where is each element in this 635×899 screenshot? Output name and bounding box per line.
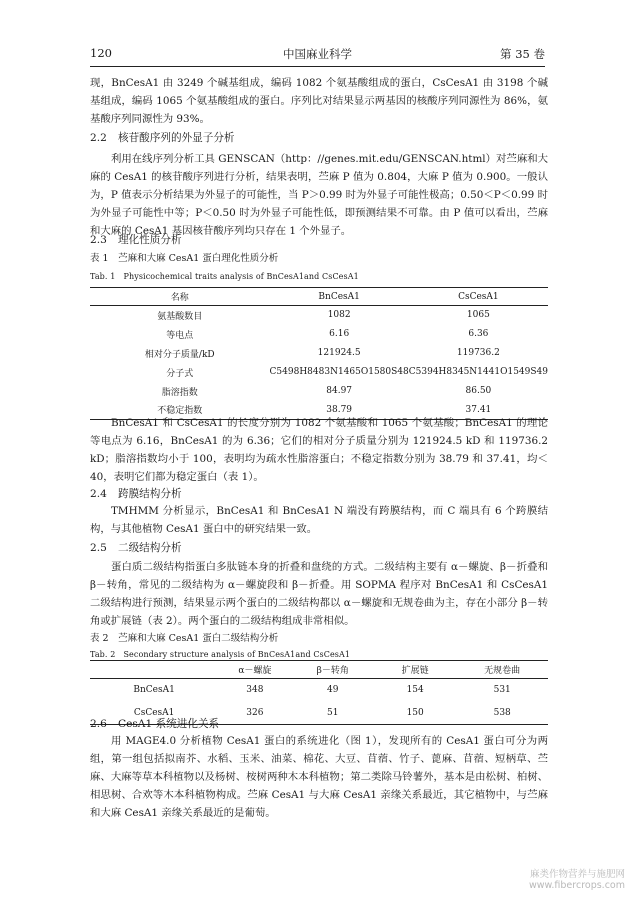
table-row <box>90 306 548 325</box>
section-2-6-heading <box>90 716 219 731</box>
header-cell: CsCesA1 <box>458 291 499 302</box>
table-header-row <box>90 288 548 306</box>
section-2-5-heading <box>90 540 182 555</box>
table-cell: 154 <box>406 685 424 696</box>
section-2-4-body <box>90 502 548 538</box>
section-number: 2.3 <box>90 234 107 246</box>
volume-label: 第 35 卷 <box>500 47 545 61</box>
table-cell: 51 <box>326 707 339 718</box>
running-header <box>90 46 545 66</box>
header-cell: 名称 <box>170 293 189 303</box>
section-number: 2.6 <box>90 718 107 730</box>
header-cell: α－螺旋 <box>238 666 272 676</box>
section-2-6-body <box>90 732 548 822</box>
section-title: 核苷酸序列的外显子分析 <box>118 132 235 144</box>
watermark-cn: 麻类作物营养与施肥网 <box>529 869 625 880</box>
row-label: BnCesA1 <box>133 685 175 696</box>
section-2-3-heading <box>90 232 182 247</box>
section-title: 跨膜结构分析 <box>118 488 182 500</box>
table-cell: C5394H8345N1441O1549S49 <box>408 367 548 377</box>
table-cell: 1065 <box>466 310 490 321</box>
section-title: CesA1 系统进化关系 <box>118 718 220 730</box>
table-cell: 84.97 <box>326 386 353 396</box>
intro-paragraph <box>90 74 548 128</box>
table1-discussion <box>90 414 548 486</box>
section-number: 2.2 <box>90 132 107 144</box>
table-row <box>90 325 548 344</box>
table-cell: 86.50 <box>465 386 492 396</box>
section-2-2-heading <box>90 130 235 145</box>
paragraph-text: 蛋白质二级结构指蛋白多肽链本身的折叠和盘绕的方式。二级结构主要有 α－螺旋、β－折叠和 β－转角，常见的二级结构为 α－螺旋段和 β－折叠。用 SOPMA 程序对 BnCesA1 和 CsCesA1 二级结构进行预测，结果显示两个蛋白的二级结构都以 α－螺旋和无规卷曲为主，存在小部分 β－转角或扩展链（表 2）。两个蛋白的二级结构组成非常相似。 <box>90 561 548 627</box>
intro-text: 现，BnCesA1 由 3249 个碱基组成，编码 1082 个氨基酸组成的蛋白，CsCesA1 由 3198 个碱基组成，编码 1065 个氨基酸组成的蛋白。序列比对结果显示两基因的核酸序列同源性为 86%，氨基酸序列同源性为 93%。 <box>90 77 548 125</box>
watermark-url: www.fibercrops.com <box>528 880 625 891</box>
table-row <box>90 382 548 401</box>
table-cell: 37.41 <box>465 404 492 415</box>
table-cell: 6.16 <box>329 329 350 339</box>
table-cell: 1082 <box>327 310 351 321</box>
header-cell: β－转角 <box>316 666 349 676</box>
section-number: 2.5 <box>90 542 107 554</box>
table1-caption-cn: 表 1 苎麻和大麻 CesA1 蛋白理化性质分析 <box>90 253 279 264</box>
journal-title: 中国麻业科学 <box>283 47 352 61</box>
header-cell: 扩展链 <box>401 666 429 676</box>
section-title: 理化性质分析 <box>118 234 182 246</box>
table-cell: C5498H8483N1465O1580S48 <box>269 367 409 377</box>
row-label: CsCesA1 <box>133 707 175 718</box>
paragraph-text: 利用在线序列分析工具 GENSCAN（http：//genes.mit.edu/GENSCAN.html）对苎麻和大麻的 CesA1 的核苷酸序列进行分析，结果表明，苎麻 P 值为 0.804，大麻 P 值为 0.900。一般认为，P 值表示分析结果为外显子的可能性，当 P＞0.99 时为外显子可能性极高；0.50＜P＜0.99 时为外显子可能性中等；P＜0.50 时为外显子可能性低，即预测结果不可靠。由 P 值可以看出，苎麻和大麻的 CesA1 基因核苷酸序列均只存在 1 个外显子。 <box>90 153 548 237</box>
table-1 <box>90 287 548 420</box>
row-label: 脂溶指数 <box>161 387 198 398</box>
paragraph-text: 用 MAGE4.0 分析植物 CesA1 蛋白的系统进化（图 1），发现所有的 CesA1 蛋白可分为两组，第一组包括拟南芥、水稻、玉米、油菜、棉花、大豆、苜蓿、竹子、蓖麻、苜蓿、短柄草、苎麻、大麻等草本科植物以及杨树、桉树两种木本科植物；第二类除马铃薯外，基本是由松树、柏树、相思树、合欢等木本科植物构成。苎麻 CesA1 与大麻 CesA1 亲缘关系最近，其它植物中，与苎麻和大麻 CesA1 亲缘关系最近的是葡萄。 <box>90 735 548 819</box>
header-cell: 无规卷曲 <box>484 666 521 676</box>
table-cell: 150 <box>406 707 424 718</box>
table-row <box>90 679 548 702</box>
table-cell: 119736.2 <box>456 348 500 358</box>
table-cell: 348 <box>246 685 264 696</box>
table-cell: 326 <box>246 707 264 718</box>
table-header-row <box>90 661 548 679</box>
table-row <box>90 344 548 363</box>
paragraph-text: BnCesA1 和 CsCesA1 的长度分别为 1082 个氨基酸和 1065 个氨基酸；BnCesA1 的理论等电点为 6.16，BnCesA1 的为 6.36；它们的相对分子质量分别为 121924.5 kD 和 119736.2 kD；脂溶指数均小于 100，表明均为疏水性脂溶蛋白；不稳定指数分别为 38.79 和 37.41，均＜40，表明它们都为稳定蛋白（表 1）。 <box>90 417 548 483</box>
table2-caption-en: Tab. 2 Secondary structure analysis of BnCesA1and CsCesA1 <box>90 650 351 659</box>
paragraph-text: TMHMM 分析显示，BnCesA1 和 BnCesA1 N 端没有跨膜结构，而 C 端具有 6 个跨膜结构，与其他植物 CesA1 蛋白中的研究结果一致。 <box>90 505 548 535</box>
header-cell <box>90 661 218 679</box>
table-cell: 121924.5 <box>317 348 361 358</box>
table-cell: 38.79 <box>326 404 353 415</box>
table1-caption-en: Tab. 1 Physicochemical traits analysis of BnCesA1and CsCesA1 <box>90 272 359 281</box>
table-cell: 6.36 <box>468 329 489 339</box>
table-cell: 538 <box>493 707 511 718</box>
table-row <box>90 363 548 382</box>
header-rule <box>90 66 545 67</box>
page-number: 120 <box>90 46 112 60</box>
section-2-2-body <box>90 150 548 240</box>
row-label: 氨基酸数目 <box>157 311 203 322</box>
table-cell: 49 <box>326 685 339 696</box>
row-label: 等电点 <box>166 330 194 341</box>
section-2-4-heading <box>90 486 182 501</box>
row-label: 不稳定指数 <box>157 406 203 417</box>
table-cell: 531 <box>493 685 511 696</box>
watermark <box>529 866 625 891</box>
header-cell: BnCesA1 <box>318 291 360 302</box>
section-number: 2.4 <box>90 488 107 500</box>
section-title: 二级结构分析 <box>118 542 182 554</box>
table2-caption-cn: 表 2 苎麻和大麻 CesA1 蛋白二级结构分析 <box>90 633 279 644</box>
row-label: 分子式 <box>166 368 194 379</box>
section-2-5-body <box>90 558 548 630</box>
row-label: 相对分子质量/kD <box>144 349 215 360</box>
